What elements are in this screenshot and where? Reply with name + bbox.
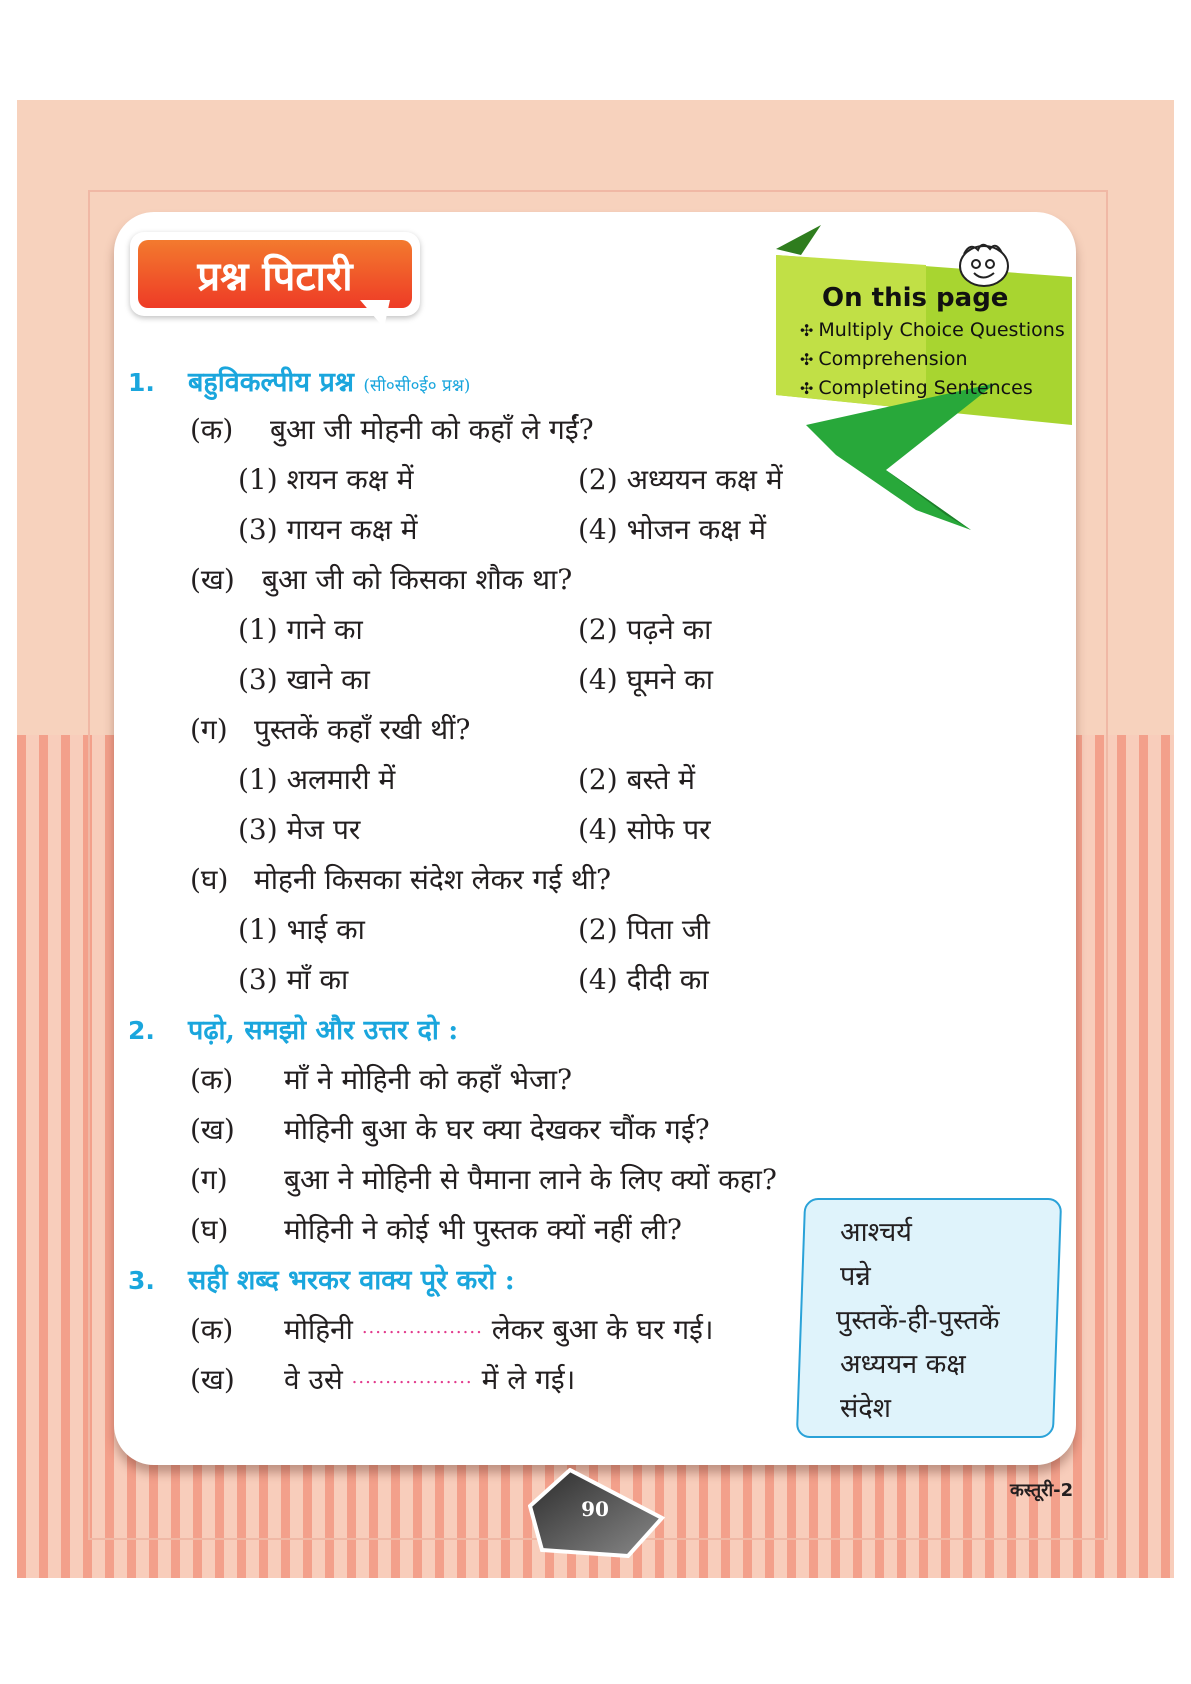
question-label: (ग) xyxy=(190,713,228,746)
word-box-item: आश्चर्य xyxy=(840,1217,912,1248)
question-text: पुस्तकें कहाँ रखी थीं? xyxy=(254,713,471,746)
section-number: 1. xyxy=(128,368,155,397)
question-text: मोहिनी बुआ के घर क्या देखकर चौंक गई? xyxy=(284,1113,710,1146)
option: (3) मेज पर xyxy=(238,813,361,846)
option: (1) शयन कक्ष में xyxy=(238,463,414,496)
option: (1) भाई का xyxy=(238,913,365,946)
option: (3) गायन कक्ष में xyxy=(238,513,418,546)
question-text: बुआ ने मोहिनी से पैमाना लाने के लिए क्यों कहा? xyxy=(284,1163,777,1196)
sentence-label: (क) xyxy=(190,1313,234,1346)
option: (4) दीदी का xyxy=(578,963,709,996)
question-label: (ग) xyxy=(190,1163,228,1196)
sentence-label: (ख) xyxy=(190,1363,235,1396)
option: (3) खाने का xyxy=(238,663,370,696)
option: (4) भोजन कक्ष में xyxy=(578,513,766,546)
page-number: 90 xyxy=(581,1497,609,1521)
option: (1) अलमारी में xyxy=(238,763,396,796)
ribbon-text xyxy=(800,283,1070,406)
section-number: 2. xyxy=(128,1016,155,1045)
section-title: पढ़ो, समझो और उत्तर दो : xyxy=(188,1015,459,1046)
word-box-item: अध्ययन कक्ष xyxy=(840,1349,966,1380)
question-label: (घ) xyxy=(190,1213,229,1246)
question-label: (ख) xyxy=(190,563,235,596)
blank: .................. xyxy=(361,1317,483,1338)
option: (2) अध्ययन कक्ष में xyxy=(578,463,783,496)
section-title: सही शब्द भरकर वाक्य पूरे करो : xyxy=(188,1265,515,1296)
badge-tail xyxy=(360,300,390,328)
question-text: मोहनी किसका संदेश लेकर गई थी? xyxy=(254,863,612,896)
option: (2) पिता जी xyxy=(578,913,710,946)
badge-title: प्रश्न पिटारी xyxy=(138,240,412,308)
blank: .................. xyxy=(351,1367,473,1388)
bullet-icon: ✣ xyxy=(800,379,814,398)
option: (3) माँ का xyxy=(238,963,349,996)
option: (1) गाने का xyxy=(238,613,363,646)
question-text: बुआ जी को किसका शौक था? xyxy=(262,563,573,596)
question-label: (क) xyxy=(190,1063,234,1096)
question-label: (घ) xyxy=(190,863,229,896)
question-text: बुआ जी मोहनी को कहाँ ले गईं? xyxy=(270,413,594,446)
question-label: (क) xyxy=(190,413,234,446)
word-box-item: पुस्तकें-ही-पुस्तकें xyxy=(836,1305,1000,1336)
question-text: मोहिनी ने कोई भी पुस्तक क्यों नहीं ली? xyxy=(284,1213,682,1246)
section-title: बहुविकल्पीय प्रश्न (सी०सी०ई० प्रश्न) xyxy=(188,367,471,398)
section-number: 3. xyxy=(128,1266,155,1295)
option: (2) पढ़ने का xyxy=(578,613,712,646)
bullet-icon: ✣ xyxy=(800,321,814,340)
word-box-item: संदेश xyxy=(840,1393,891,1424)
ribbon-item: ✣ Comprehension xyxy=(800,348,968,370)
word-box-item: पन्ने xyxy=(840,1261,871,1292)
question-label: (ख) xyxy=(190,1113,235,1146)
book-name: कस्तूरी-2 xyxy=(1010,1480,1074,1501)
ribbon-item: ✣ Completing Sentences xyxy=(800,377,1033,399)
ribbon-item: ✣ Multiply Choice Questions xyxy=(800,319,1065,341)
bullet-icon: ✣ xyxy=(800,350,814,369)
option: (4) सोफे पर xyxy=(578,813,711,846)
option: (2) बस्ते में xyxy=(578,763,696,796)
question-text: माँ ने मोहिनी को कहाँ भेजा? xyxy=(284,1063,573,1096)
section-note: (सी०सी०ई० प्रश्न) xyxy=(363,376,471,396)
fill-sentence: वे उसे .................. में ले गई। xyxy=(284,1363,576,1396)
option: (4) घूमने का xyxy=(578,663,714,696)
fill-sentence: मोहिनी .................. लेकर बुआ के घर गई। xyxy=(284,1313,714,1346)
ribbon-title: On this page xyxy=(822,283,1009,313)
